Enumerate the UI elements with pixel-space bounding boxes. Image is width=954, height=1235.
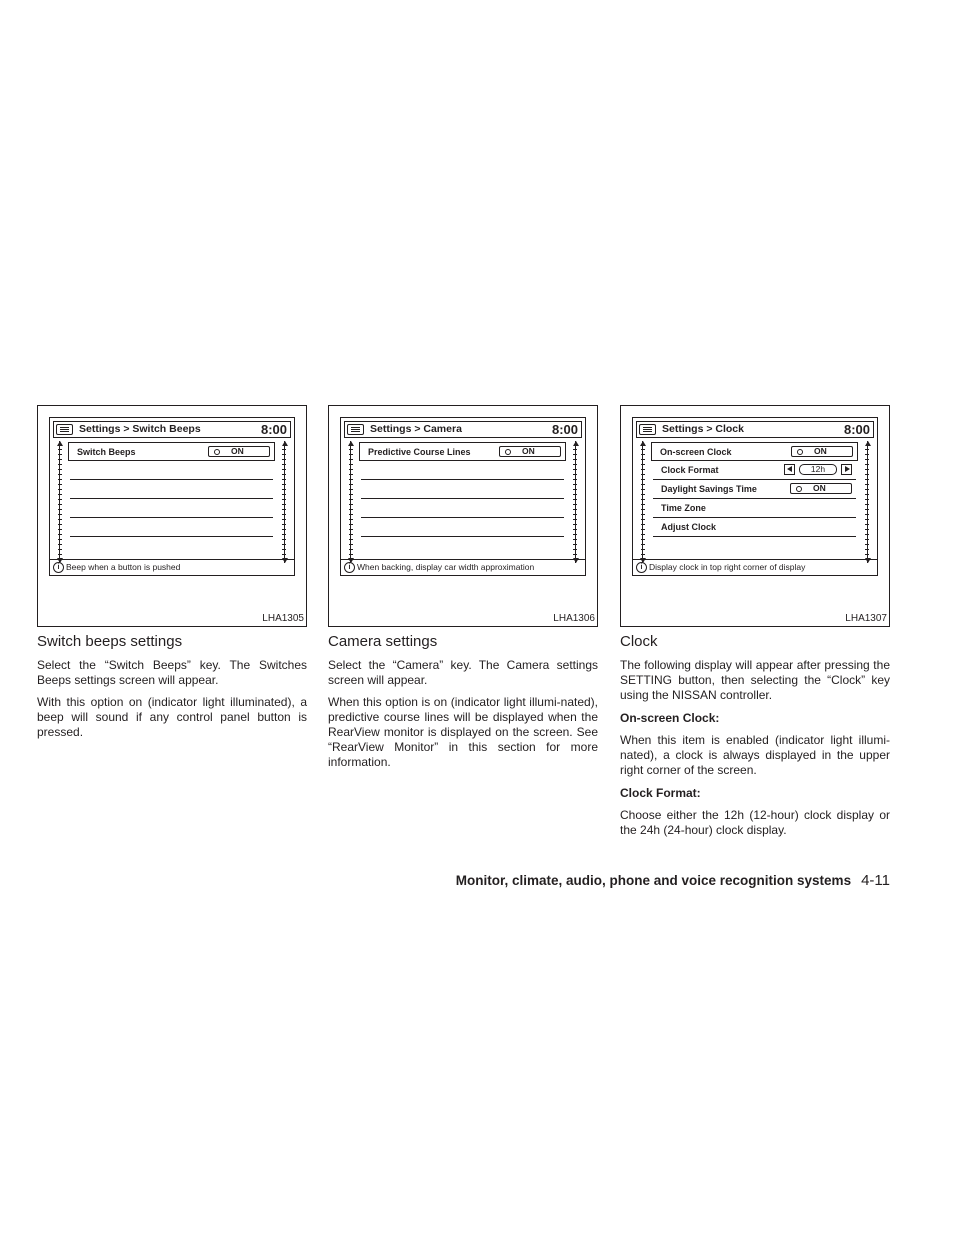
settings-list <box>361 442 564 537</box>
toggle-label: ON <box>522 446 535 456</box>
list-item <box>70 480 273 499</box>
list-item-label: Switch Beeps <box>77 447 136 457</box>
paragraph: The following display will appear after pressing the SETTING button, then selecting the “Clock” key using the NISSAN controller. <box>620 658 890 702</box>
indicator-light-icon <box>214 449 220 455</box>
breadcrumb: Settings > Switch Beeps <box>79 423 201 435</box>
toggle-switch[interactable] <box>208 446 270 457</box>
indicator-light-icon <box>797 449 803 455</box>
scroll-indicator-left-icon <box>639 441 646 563</box>
stepper-value: 12h <box>799 464 837 475</box>
paragraph: With this option on (indicator light illuminated), a beep will sound if any control panel button is pressed. <box>37 695 307 739</box>
menu-icon <box>639 424 656 435</box>
clock-display: 8:00 <box>843 422 870 437</box>
scroll-indicator-right-icon <box>864 441 871 563</box>
list-item-adjust-clock[interactable] <box>653 518 856 537</box>
list-item <box>361 461 564 480</box>
title-bar <box>53 421 291 438</box>
menu-icon <box>347 424 364 435</box>
list-item-time-zone[interactable] <box>653 499 856 518</box>
arrow-right-icon[interactable] <box>841 464 852 475</box>
settings-list <box>653 442 856 537</box>
info-icon: i <box>344 562 355 573</box>
display-screen <box>49 417 295 576</box>
info-icon: i <box>636 562 647 573</box>
toggle-label: ON <box>813 483 826 493</box>
display-screen <box>632 417 878 576</box>
paragraph: Select the “Camera” key. The Camera settings screen will appear. <box>328 658 598 687</box>
figure-switch-beeps <box>37 405 307 627</box>
section-heading: Camera settings <box>328 633 438 650</box>
scroll-indicator-right-icon <box>572 441 579 563</box>
column-switch-beeps <box>37 405 307 740</box>
info-bar <box>50 559 294 575</box>
list-item <box>70 461 273 480</box>
arrow-left-icon[interactable] <box>784 464 795 475</box>
title-bar <box>344 421 582 438</box>
list-item-clock-format[interactable] <box>653 461 856 480</box>
list-item <box>70 518 273 537</box>
column-camera <box>328 405 598 770</box>
display-screen <box>340 417 586 576</box>
section-heading: Switch beeps settings <box>37 633 183 650</box>
section-heading: Clock <box>620 633 658 650</box>
list-item-switch-beeps[interactable] <box>68 442 275 461</box>
figure-code: LHA1306 <box>553 613 595 624</box>
title-bar <box>636 421 874 438</box>
list-item-label: Predictive Course Lines <box>368 447 471 457</box>
toggle-label: ON <box>814 446 827 456</box>
list-item-predictive-course-lines[interactable] <box>359 442 566 461</box>
figure-code: LHA1305 <box>262 613 304 624</box>
list-item-daylight-savings-time[interactable] <box>653 480 856 499</box>
page-footer <box>456 872 890 890</box>
info-text: Display clock in top right corner of display <box>649 562 806 572</box>
menu-icon <box>56 424 73 435</box>
clock-display: 8:00 <box>551 422 578 437</box>
list-item <box>361 499 564 518</box>
info-bar <box>633 559 877 575</box>
info-icon: i <box>53 562 64 573</box>
list-item <box>70 499 273 518</box>
breadcrumb: Settings > Clock <box>662 423 744 435</box>
list-item-label: Adjust Clock <box>661 522 717 532</box>
toggle-switch[interactable] <box>790 483 852 494</box>
indicator-light-icon <box>505 449 511 455</box>
scroll-indicator-right-icon <box>281 441 288 563</box>
indicator-light-icon <box>796 486 802 492</box>
format-stepper[interactable] <box>784 464 852 475</box>
list-item-label: Clock Format <box>661 465 719 475</box>
subheading: Clock Format: <box>620 786 701 800</box>
paragraph: Choose either the 12h (12-hour) clock display or the 24h (24-hour) clock display. <box>620 808 890 837</box>
column-clock <box>620 405 890 838</box>
list-item-on-screen-clock[interactable] <box>651 442 858 461</box>
scroll-indicator-left-icon <box>347 441 354 563</box>
clock-display: 8:00 <box>260 422 287 437</box>
paragraph: When this item is enabled (indicator light illumi-nated), a clock is always displayed in the upper right corner of the screen. <box>620 733 890 777</box>
toggle-switch[interactable] <box>499 446 561 457</box>
info-bar <box>341 559 585 575</box>
scroll-indicator-left-icon <box>56 441 63 563</box>
paragraph: When this option is on (indicator light illumi-nated), predictive course lines will be displayed when the RearView monitor is displayed on the screen. See “RearView Monitor” in this section for more information. <box>328 695 598 769</box>
list-item <box>361 480 564 499</box>
settings-list <box>70 442 273 537</box>
figure-clock <box>620 405 890 627</box>
info-text: Beep when a button is pushed <box>66 562 181 572</box>
figure-code: LHA1307 <box>845 613 887 624</box>
info-text: When backing, display car width approximation <box>357 562 535 572</box>
subheading: On-screen Clock: <box>620 711 720 725</box>
list-item-label: Daylight Savings Time <box>661 484 757 494</box>
list-item-label: Time Zone <box>661 503 706 513</box>
list-item <box>361 518 564 537</box>
footer-title: Monitor, climate, audio, phone and voice recognition systems <box>455 873 852 888</box>
page-number: 4-11 <box>861 872 890 889</box>
paragraph: Select the “Switch Beeps” key. The Switches Beeps settings screen will appear. <box>37 658 307 687</box>
breadcrumb: Settings > Camera <box>370 423 462 435</box>
toggle-label: ON <box>231 446 244 456</box>
toggle-switch[interactable] <box>791 446 853 457</box>
list-item-label: On-screen Clock <box>660 447 732 457</box>
figure-camera <box>328 405 598 627</box>
